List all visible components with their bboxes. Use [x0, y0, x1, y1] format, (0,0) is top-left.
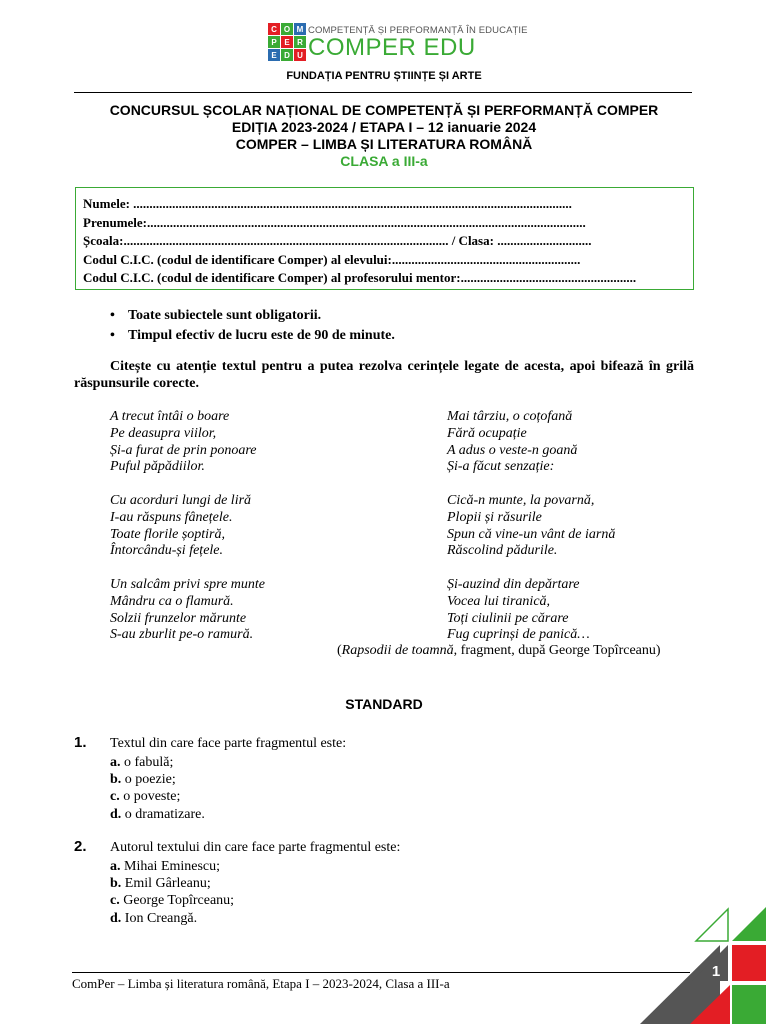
exam-rules: [110, 306, 395, 346]
question-number: 1.: [74, 734, 87, 751]
question-number: 2.: [74, 838, 87, 855]
field-teacher-code[interactable]: Codul C.I.C. (codul de identificare Comper) al profesorului mentor:......................................................: [83, 270, 637, 286]
rule-item: • Toate subiectele sunt obligatorii.: [110, 306, 395, 326]
question-text: Autorul textului din care face parte fragmentul este:: [110, 840, 401, 855]
foundation-name: FUNDAȚIA PENTRU ȘTIINȚE ȘI ARTE: [286, 70, 482, 82]
question-options: [110, 754, 205, 823]
field-name[interactable]: Numele: .......................................................................................................................................: [83, 196, 572, 211]
logo-tagline: COMPETENȚĂ ȘI PERFORMANȚĂ ÎN EDUCAȚIE: [308, 25, 528, 36]
comper-logo: [268, 23, 528, 63]
field-first-name[interactable]: Prenumele:.......................................................................................................................................: [83, 214, 586, 230]
logo-brand: COMPER EDU: [308, 34, 476, 61]
instructions: Citește cu atenție textul pentru a putea rezolva cerințele legate de acesta, apoi bifează în grilă răspunsurile corecte.: [74, 359, 694, 391]
field-student-code[interactable]: Codul C.I.C. (codul de identificare Comper) al elevului:..........................................................: [83, 251, 581, 267]
corner-decoration-icon: [640, 905, 768, 1024]
field-school-class[interactable]: Școala:.................................................................................................... / Clasa: .............................: [83, 233, 592, 249]
answer-option[interactable]: c. o poveste;: [110, 789, 181, 805]
title-contest: CONCURSUL ȘCOLAR NAȚIONAL DE COMPETENȚĂ ȘI PERFORMANȚĂ COMPER: [109, 102, 659, 118]
answer-option[interactable]: d. Ion Creangă.: [110, 910, 198, 926]
poem-stanza: Un salcâm privi spre munte Mândru ca o flamură. Solzii frunzelor mărunte S-au zburlit pe-o ramură.: [110, 577, 266, 643]
footer-divider: [72, 972, 690, 973]
poem-stanza: A trecut întâi o boare Pe deasupra viilor, Și-a furat de prin ponoare Puful păpădiilor.: [110, 409, 257, 475]
answer-option[interactable]: b. o poezie;: [110, 772, 176, 788]
poem-stanza: Mai târziu, o coțofană Fără ocupație A adus o veste-n goană Și-a făcut senzație:: [447, 409, 578, 475]
answer-option[interactable]: b. Emil Gârleanu;: [110, 876, 211, 892]
answer-option[interactable]: a. o fabulă;: [110, 755, 174, 770]
question-options: [110, 858, 234, 927]
poem-stanza: Și-auzind din depărtare Vocea lui tiranică, Toți ciulinii pe cărare Fug cuprinși de panică…: [447, 577, 590, 643]
poem-attribution: (Rapsodii de toamnă, fragment, după George Topîrceanu): [337, 643, 661, 658]
header-divider: [74, 92, 692, 93]
title-subject: COMPER – LIMBA ȘI LITERATURA ROMÂNĂ: [235, 136, 533, 152]
identification-form: [75, 187, 694, 290]
page-number: 1: [711, 963, 721, 980]
answer-option[interactable]: a. Mihai Eminescu;: [110, 859, 221, 874]
poem-stanza: Cică-n munte, la povarnă, Plopii și răsurile Spun că vine-un vânt de iarnă Răscolind pădurile.: [447, 493, 616, 559]
answer-option[interactable]: d. o dramatizare.: [110, 806, 205, 822]
exam-titles: [0, 102, 768, 170]
title-edition: EDIȚIA 2023-2024 / ETAPA I – 12 ianuarie 2024: [231, 119, 537, 135]
rule-item: • Timpul efectiv de lucru este de 90 de minute.: [110, 326, 395, 346]
poem-stanza: Cu acorduri lungi de liră I-au răspuns fânețele. Toate florile șoptiră, Întorcându-și fețele.: [110, 493, 252, 559]
answer-option[interactable]: c. George Topîrceanu;: [110, 893, 235, 909]
title-grade: CLASA a III-a: [340, 153, 428, 169]
logo-grid-icon: C O M P E R E D U: [268, 23, 306, 61]
question-text: Textul din care face parte fragmentul este:: [110, 736, 347, 751]
section-heading: STANDARD: [345, 696, 423, 712]
footer-text: ComPer – Limba și literatura română, Etapa I – 2023-2024, Clasa a III-a: [72, 976, 450, 991]
